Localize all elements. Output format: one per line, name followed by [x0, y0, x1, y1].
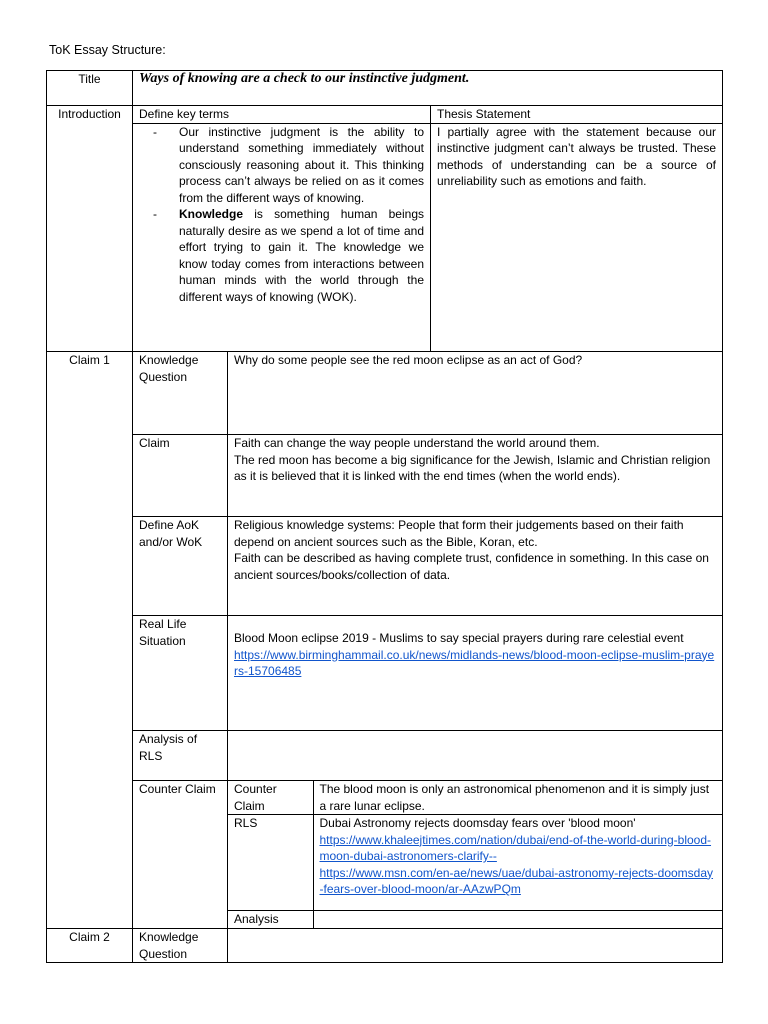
define-key-terms-header: Define key terms	[133, 106, 430, 124]
claim1-analysis-row	[47, 731, 723, 781]
claim2-knowledge-question-label: Knowledge Question	[133, 929, 228, 963]
claim1-rls-row	[47, 616, 723, 731]
claim1-kq-row	[47, 352, 723, 435]
definition-term: Knowledge	[179, 207, 244, 221]
claim-line: Faith can change the way people understand the world around them.	[234, 436, 600, 450]
analysis-of-rls-label: Analysis of RLS	[133, 731, 228, 781]
definition-text: is something human beings naturally desire as we spend a lot of time and effort trying to gain it. The knowledge we know today comes from interactions between human minds with the world through the different ways of knowing (WOK).	[179, 207, 424, 304]
counter-rls-cell	[313, 815, 722, 911]
counter-rls-title: Dubai Astronomy rejects doomsday fears over 'blood moon'	[319, 816, 636, 830]
counter-claim-cell	[228, 781, 723, 929]
title-label: Title	[47, 71, 133, 106]
counter-claim-inner-label: Counter Claim	[228, 781, 313, 815]
thesis-header: Thesis Statement	[431, 106, 722, 124]
thesis-text: I partially agree with the statement because our instinctive judgment can’t always be trusted. These methods of understanding can be a source of unreliability such as emotions and faith.	[437, 124, 716, 188]
real-life-situation-label: Real Life Situation	[133, 616, 228, 731]
introduction-label: Introduction	[47, 106, 133, 352]
claim-label: Claim	[133, 435, 228, 517]
knowledge-question-label: Knowledge Question	[133, 352, 228, 435]
introduction-row	[47, 106, 723, 352]
define-line: Religious knowledge systems: People that form their judgements based on their faith depend on ancient sources such as the Bible, Koran, etc.	[234, 518, 684, 549]
counter-claim-table	[228, 781, 722, 928]
claim-cell	[228, 435, 723, 517]
counter-rls-row	[228, 815, 722, 911]
claim1-counter-row	[47, 781, 723, 929]
define-aok-wok-cell	[228, 517, 723, 616]
claim-line: The red moon has become a big significance for the Jewish, Islamic and Christian religion as it is believed that it is linked with the end times (when the world ends).	[234, 452, 711, 483]
definition-item: - Our instinctive judgment is the ability to understand something immediately without consciously reasoning about it. This thinking process can’t always be relied on as it comes from the different ways of knowing.	[153, 124, 424, 205]
essay-structure-table	[46, 70, 723, 963]
counter-rls-link[interactable]: https://www.msn.com/en-ae/news/uae/dubai-astronomy-rejects-doomsday-fears-over-blood-moon/ar-AAzwPQm	[319, 865, 714, 896]
claim2-label: Claim 2	[47, 929, 133, 963]
title-row	[47, 71, 723, 106]
knowledge-question-text: Why do some people see the red moon eclipse as an act of God?	[228, 352, 723, 435]
counter-rls-label: RLS	[228, 815, 313, 911]
counter-claim-label: Counter Claim	[133, 781, 228, 929]
claim2-knowledge-question-text	[228, 929, 723, 963]
thesis-cell	[431, 106, 723, 352]
claim1-define-row	[47, 517, 723, 616]
counter-analysis-label: Analysis	[228, 911, 313, 928]
real-life-situation-cell	[228, 616, 723, 731]
document-heading: ToK Essay Structure:	[49, 43, 166, 57]
rls-link[interactable]: https://www.birminghammail.co.uk/news/midlands-news/blood-moon-eclipse-muslim-prayers-15706485	[234, 647, 715, 678]
counter-analysis-row	[228, 911, 722, 928]
analysis-of-rls-cell	[228, 731, 723, 781]
counter-rls-link[interactable]: https://www.khaleejtimes.com/nation/dubai/end-of-the-world-during-blood-moon-dubai-astronomers-clarify--	[319, 832, 712, 863]
definitions-list	[133, 124, 430, 306]
claim2-row	[47, 929, 723, 963]
definition-item: - Knowledge is something human beings naturally desire as we spend a lot of time and effort trying to gain it. The knowledge we know today comes from interactions between human minds with the world through the different ways of knowing (WOK).	[153, 207, 424, 304]
counter-claim-inner-row	[228, 781, 722, 815]
define-line: Faith can be described as having complete trust, confidence in something. In this case on ancient sources/books/collection of data.	[234, 551, 709, 582]
essay-title: Ways of knowing are a check to our instinctive judgment.	[133, 71, 723, 106]
define-key-terms-cell	[133, 106, 431, 352]
claim1-label: Claim 1	[47, 352, 133, 929]
rls-title: Blood Moon eclipse 2019 - Muslims to say special prayers during rare celestial event	[234, 631, 684, 645]
counter-analysis-cell	[313, 911, 722, 928]
claim1-claim-row	[47, 435, 723, 517]
definition-text: Our instinctive judgment is the ability to understand something immediately without consciously reasoning about it. This thinking process can’t always be relied on as it comes from the different ways of knowing.	[179, 124, 424, 205]
define-aok-wok-label: Define AoK and/or WoK	[133, 517, 228, 616]
counter-claim-inner-text: The blood moon is only an astronomical phenomenon and it is simply just a rare lunar eclipse.	[313, 781, 722, 815]
